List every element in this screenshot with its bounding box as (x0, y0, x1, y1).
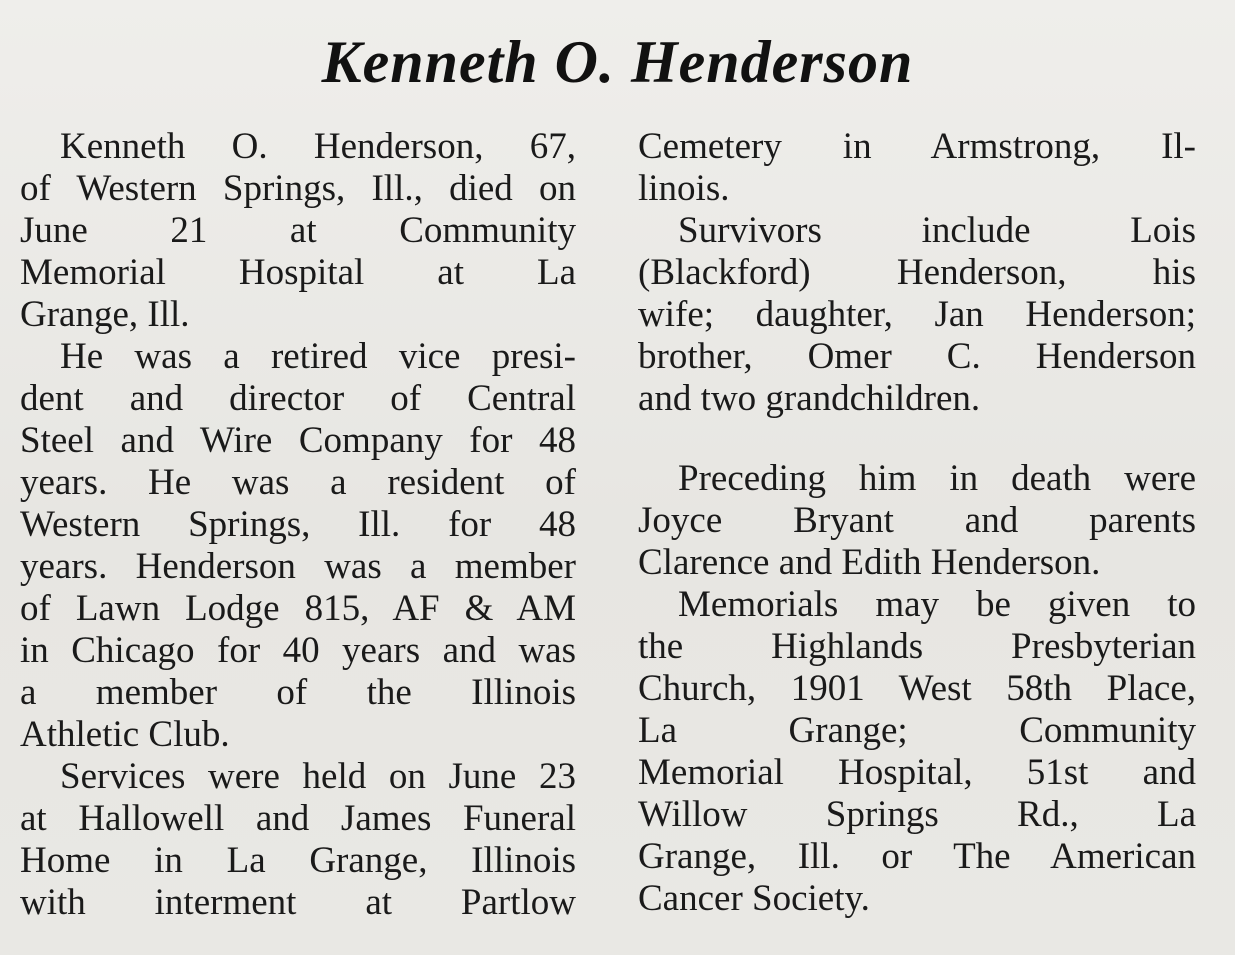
text-line: years. Henderson was a member (20, 546, 576, 587)
text-line: a member of the Illinois (20, 672, 576, 713)
text-line: (Blackford) Henderson, his (638, 252, 1196, 293)
right-text-column (638, 126, 1196, 920)
text-line: Athletic Club. (20, 714, 230, 755)
text-line: La Grange; Community (638, 710, 1196, 751)
text-line: at Hallowell and James Funeral (20, 798, 576, 839)
text-line: Cemetery in Armstrong, Il- (638, 126, 1196, 167)
text-line: Kenneth O. Henderson, 67, (60, 126, 576, 167)
text-line: Clarence and Edith Henderson. (638, 542, 1101, 583)
text-line: Survivors include Lois (678, 210, 1196, 251)
text-line: Grange, Ill. or The American (638, 836, 1196, 877)
text-line: June 21 at Community (20, 210, 576, 251)
text-line: Willow Springs Rd., La (638, 794, 1196, 835)
text-line: Preceding him in death were (678, 458, 1196, 499)
text-line: brother, Omer C. Henderson (638, 336, 1196, 377)
text-line: Steel and Wire Company for 48 (20, 420, 576, 461)
text-line: Memorial Hospital at La (20, 252, 576, 293)
text-line: of Lawn Lodge 815, AF & AM (20, 588, 576, 629)
text-line: of Western Springs, Ill., died on (20, 168, 576, 209)
text-line: Joyce Bryant and parents (638, 500, 1196, 541)
text-line: Memorial Hospital, 51st and (638, 752, 1196, 793)
text-line: Grange, Ill. (20, 294, 190, 335)
obituary-headline: Kenneth O. Henderson (321, 29, 914, 95)
text-line: in Chicago for 40 years and was (20, 630, 576, 671)
text-line: Cancer Society. (638, 878, 870, 919)
text-line: and two grandchildren. (638, 378, 981, 419)
text-line: Memorials may be given to (678, 584, 1196, 625)
text-line: dent and director of Central (20, 378, 576, 419)
left-text-column (20, 126, 576, 924)
text-line: Western Springs, Ill. for 48 (20, 504, 576, 545)
text-line: linois. (638, 168, 730, 209)
text-line: the Highlands Presbyterian (638, 626, 1196, 667)
text-line: with interment at Partlow (20, 882, 576, 923)
text-line: wife; daughter, Jan Henderson; (638, 294, 1196, 335)
text-line: Church, 1901 West 58th Place, (638, 668, 1196, 709)
text-line: Home in La Grange, Illinois (20, 840, 576, 881)
text-line: He was a retired vice presi- (60, 336, 576, 377)
text-line: years. He was a resident of (20, 462, 576, 503)
text-line: Services were held on June 23 (60, 756, 576, 797)
